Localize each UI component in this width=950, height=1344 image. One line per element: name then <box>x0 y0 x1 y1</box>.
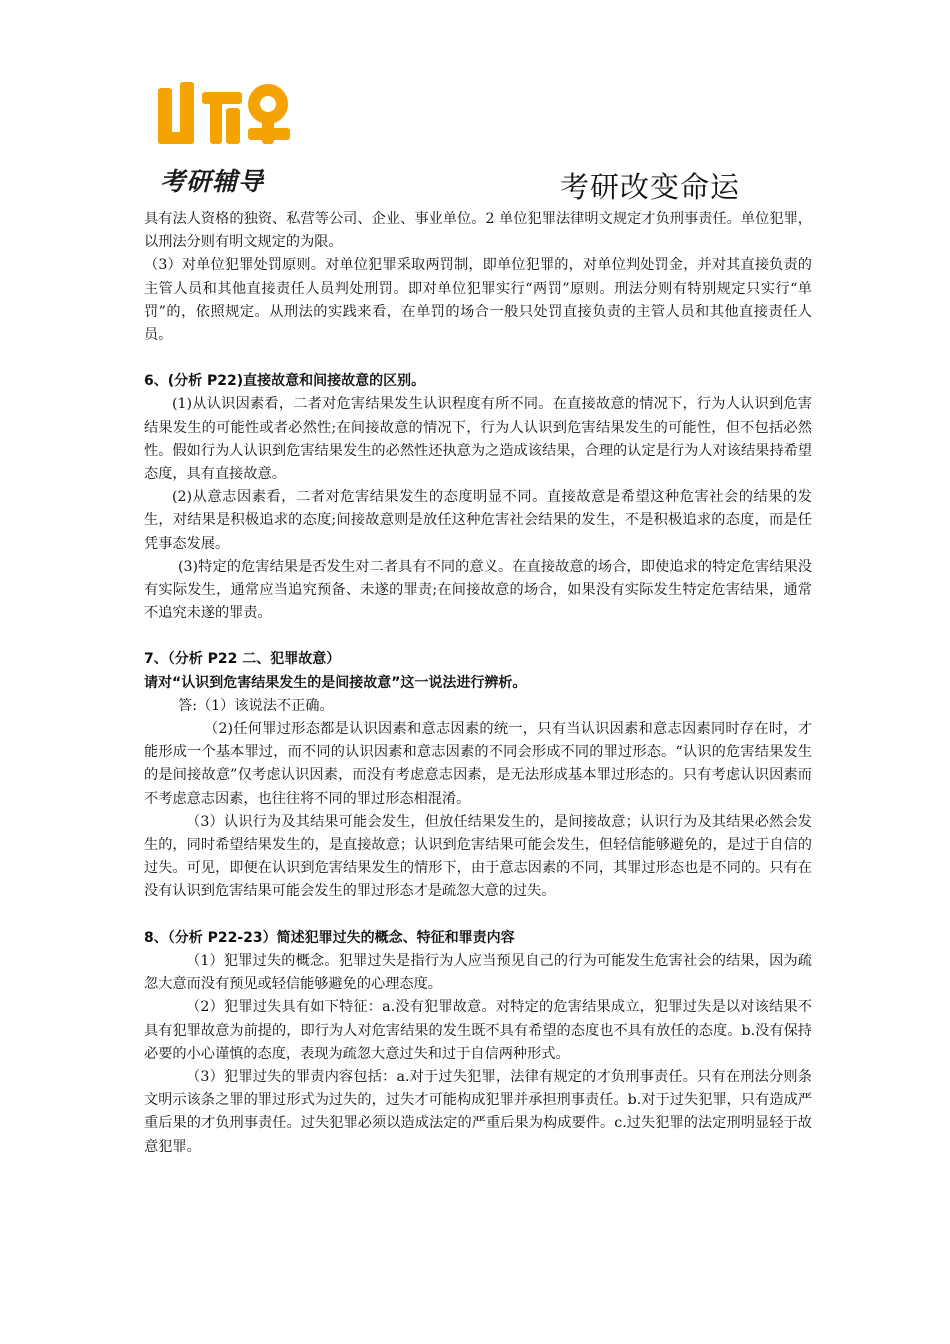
paragraph: （2）犯罪过失具有如下特征：a.没有犯罪故意。对特定的危害结果成立，犯罪过失是以对该结果不具有犯罪故意为前提的，即行为人对危害结果的发生既不具有希望的态度也不具有放任的态度。b.没有保持必要的小心谨慎的态度，表现为疏忽大意过失和过于自信两种形式。 <box>144 999 812 1062</box>
question-text: 请对“认识到危害结果发生的是间接故意”这一说法进行辨析。 <box>144 674 527 691</box>
paragraph: (3)特定的危害结果是否发生对二者具有不同的意义。在直接故意的场合，即使追求的特定危害结果没有实际发生，通常应当追究预备、未遂的罪责;在间接故意的场合，如果没有实际发生特定危害结果，通常不追究未遂的罪责。 <box>144 558 812 622</box>
logo <box>150 78 300 198</box>
paragraph: （1）犯罪过失的概念。犯罪过失是指行为人应当预见自己的行为可能发生危害社会的结果，因为疏忽大意而没有预见或轻信能够避免的心理态度。 <box>144 952 812 993</box>
paragraph: （3）对单位犯罪处罚原则。对单位犯罪采取两罚制，即单位犯罪的，对单位判处罚金，并对其直接负责的主管人员和其他直接责任人员判处刑罚。即对单位犯罪实行“两罚”原则。刑法分则有特别规定只实行“单罚”的，依照规定。从刑法的实践来看，在单罚的场合一般只处罚直接负责的主管人员和其他直接责任人员。 <box>144 257 812 344</box>
paragraph: (2)从意志因素看，二者对危害结果发生的态度明显不同。直接故意是希望这种危害社会的结果的发生，对结果是积极追求的态度;间接故意则是放任这种危害社会结果的发生，不是积极追求的态度，而是任凭事态发展。 <box>144 489 812 552</box>
section-heading-6: 6、(分析 P22)直接故意和间接故意的区别。 <box>144 373 426 390</box>
paragraph: （2)任何罪过形态都是认识因素和意志因素的统一，只有当认识因素和意志因素同时存在时，才能形成一个基本罪过，而不同的认识因素和意志因素的不同会形成不同的罪过形态。“认识的危害结果发生的是间接故意”仅考虑认识因素，而没有考虑意志因素，是无法形成基本罪过形态的。只有考虑认识因素而不考虑意志因素，也往往将不同的罪过形态相混淆。 <box>144 721 812 807</box>
paragraph: 答:（1）该说法不正确。 <box>178 697 334 714</box>
document-body <box>144 208 812 1159</box>
paragraph: (1)从认识因素看，二者对危害结果发生认识程度有所不同。在直接故意的情况下，行为人认识到危害结果发生的可能性或者必然性;在间接故意的情况下，行为人认识到危害结果发生的可能性，但不包括必然性。假如行为人认识到危害结果发生的必然性还执意为之造成该结果，合理的认定是行为人对该结果持希望态度，具有直接故意。 <box>144 396 812 483</box>
section-heading-8: 8、（分析 P22-23）简述犯罪过失的概念、特征和罪责内容 <box>144 929 515 946</box>
section-heading-7: 7、（分析 P22 二、犯罪故意） <box>144 651 341 668</box>
paragraph: （3）犯罪过失的罪责内容包括：a.对于过失犯罪，法律有规定的才负刑事责任。只有在刑法分则条文明示该条之罪的罪过形式为过失的，过失才可能构成犯罪并承担刑事责任。b.对于过失犯罪，只有造成严重后果的才负刑事责任。过失犯罪必须以造成法定的严重后果为构成要件。c.过失犯罪的法定刑明显轻于故意犯罪。 <box>144 1068 812 1155</box>
paragraph: 具有法人资格的独资、私营等公司、企业、事业单位。2 单位犯罪法律明文规定才负刑事责任。单位犯罪，以刑法分则有明文规定的为限。 <box>144 211 812 251</box>
slogan: 考研改变命运 <box>560 170 741 204</box>
logo-text: 考研辅导 <box>160 167 265 196</box>
paragraph: （3）认识行为及其结果可能会发生，但放任结果发生的，是间接故意；认识行为及其结果必然会发生的，同时希望结果发生的，是直接故意；认识到危害结果可能会发生，但轻信能够避免的，是过于自信的过失。可见，即便在认识到危害结果发生的情形下，由于意志因素的不同，其罪过形态也是不同的。只有在没有认识到危害结果可能会发生的罪过形态才是疏忽大意的过失。 <box>144 813 812 900</box>
logo-mark-icon <box>150 78 300 158</box>
